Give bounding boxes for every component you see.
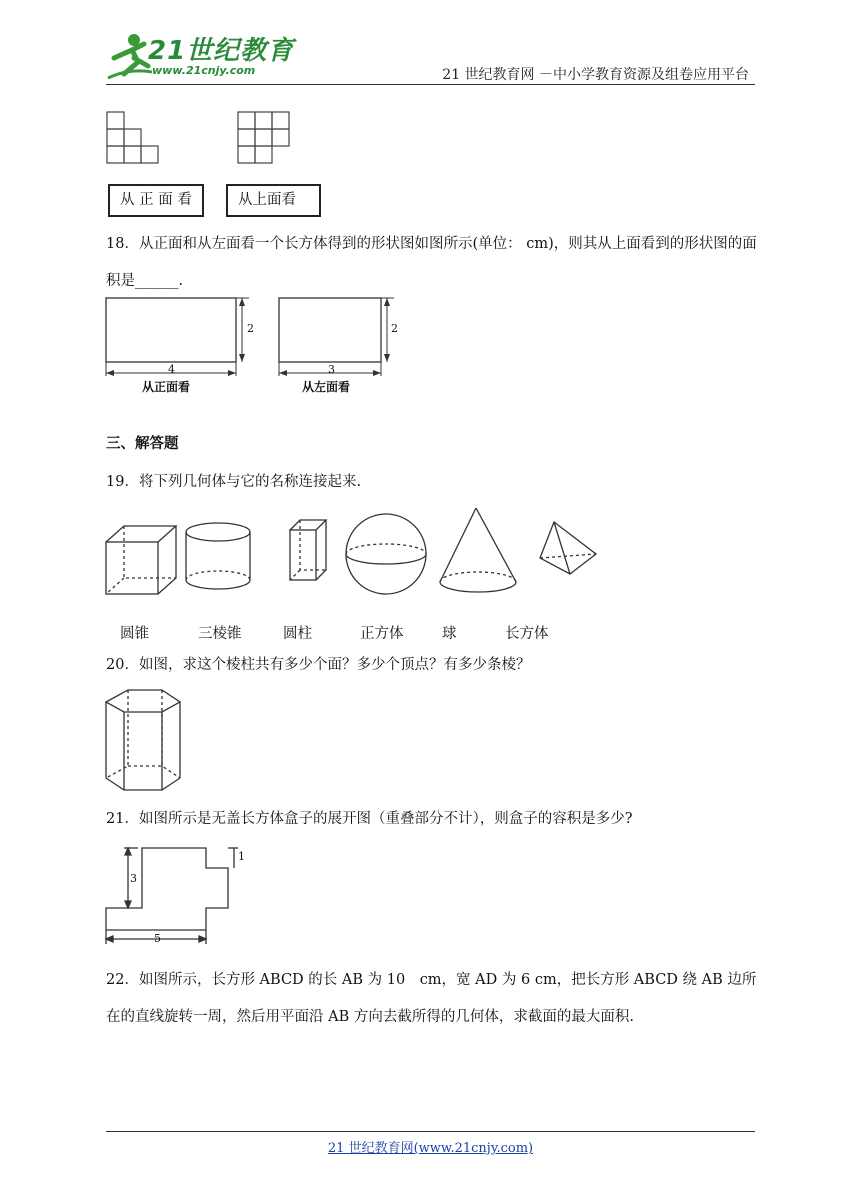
top-view-label: 从上面看: [226, 184, 321, 217]
header-divider: [106, 84, 755, 85]
cuboid-shape: [290, 520, 326, 580]
left-height-label: 2: [391, 322, 398, 335]
name-label-cuboid: 长方体: [505, 626, 549, 642]
question-18: 18．从正面和从左面看一个长方体得到的形状图如图所示(单位： cm)，则其从上面看到的形状图的面积是______.: [106, 236, 757, 289]
front-width-label: 4: [168, 363, 175, 376]
logo-text: 21世纪教育: [148, 36, 295, 66]
front-height-label: 2: [247, 322, 254, 335]
cylinder-shape: [186, 523, 250, 589]
question-21: 21．如图所示是无盖长方体盒子的展开图（重叠部分不计），则盒子的容积是多少?: [106, 811, 633, 827]
tetrahedron-shape: [540, 522, 596, 574]
solids-row: [104, 508, 624, 608]
question-19: 19．将下列几何体与它的名称连接起来.: [106, 474, 362, 490]
name-label-cone: 圆锥: [120, 626, 149, 642]
left-width-label: 3: [328, 363, 335, 376]
footer-site-link[interactable]: 21 世纪教育网(www.21cnjy.com): [327, 1141, 534, 1156]
net-notch-label: 1: [238, 850, 245, 863]
sphere-shape: [346, 514, 426, 594]
front-view-caption: 从正面看: [142, 380, 191, 394]
cube-shape: [106, 526, 176, 594]
question-20: 20．如图，求这个棱柱共有多少个面？多少个顶点？有多少条棱？: [106, 657, 531, 673]
section-title: 三、解答题: [106, 435, 179, 452]
logo-url: www.21cnjy.com: [152, 64, 256, 77]
name-label-cylinder: 圆柱: [283, 626, 312, 642]
name-label-sphere: 球: [442, 626, 457, 642]
name-label-pyramid: 三棱锥: [198, 626, 242, 642]
box-net-diagram: [104, 844, 254, 948]
left-view-caption: 从左面看: [302, 380, 351, 394]
footer-divider: [106, 1131, 755, 1132]
top-view-grid: [237, 110, 297, 166]
runner-logo-icon: [104, 28, 154, 82]
net-width-label: 5: [154, 932, 161, 945]
net-height-label: 3: [130, 872, 137, 885]
cone-shape: [440, 508, 516, 592]
pentagonal-prism-diagram: [104, 686, 184, 798]
question-22: 22．如图所示，长方形 ABCD 的长 AB 为 10 cm，宽 AD 为 6 cm，把长方形 ABCD 绕 AB 边所在的直线旋转一周，然后用平面沿 AB 方向去截所得的几何体，求截面的最大面积.: [106, 972, 757, 1025]
header-tagline: 21 世纪教育网 －中小学教育资源及组卷应用平台: [442, 67, 749, 83]
name-label-cube: 正方体: [360, 626, 404, 642]
front-view-label: 从 正 面 看: [108, 184, 204, 217]
front-view-grid: [106, 110, 166, 166]
